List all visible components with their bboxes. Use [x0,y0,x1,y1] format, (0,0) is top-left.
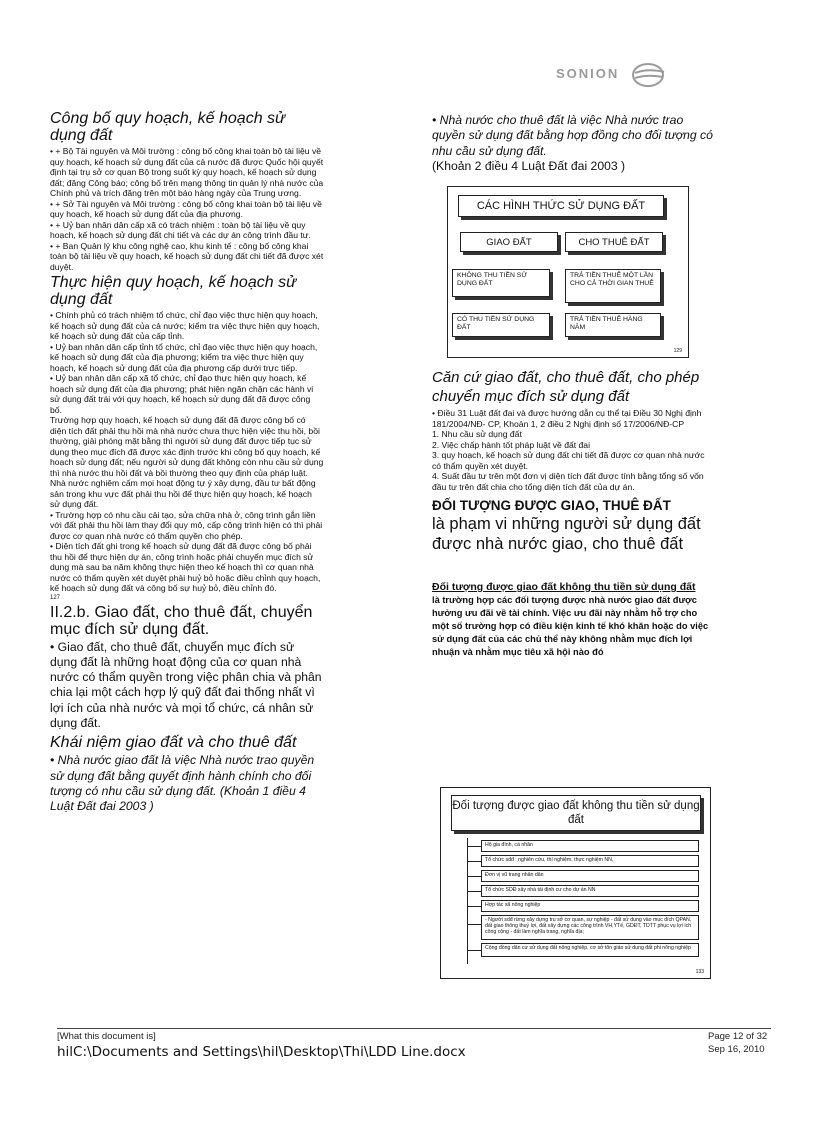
sonion-logo [556,60,666,90]
slide1-giao-dat: GIAO ĐẤT [460,232,558,252]
slide2-title: Đối tượng được giao đất không thu tiền sử dụng đất [451,795,701,831]
slide-doi-tuong [440,787,711,979]
slide1-co-thu-tien: CÓ THU TIỀN SỬ DỤNG ĐẤT [452,313,550,337]
slide-cac-hinh-thuc [447,186,689,358]
heading-khong-thu-tien: Đối tượng được giao đất không thu tiền sử dụng đất [432,581,696,593]
para-cong-bo-4: • + Ban Quản lý khu công nghệ cao, khu kinh tế : công bố công khai toàn bộ tài liệu về quy hoạch, kế hoạch sử dụng đất chi tiết đã được xét duyệt. [50,240,324,272]
footer-date: Sep 16, 2010 [708,1044,765,1055]
footer-divider [57,1028,771,1029]
slide2-row-5: - Người sdđ rừng xây dựng trụ sở cơ quan, sự nghiệp - đất sử dụng vào mục đích QPAN, đất giao thông thuỷ lợi, đất xây dựng các công trình VH,YTế, GDĐT, TDTT phục vụ lợi ích công cộng - đất làm nghĩa trang, nghĩa địa; [481,915,699,940]
slide1-title: CÁC HÌNH THỨC SỬ DỤNG ĐẤT [458,195,664,217]
para-thuc-hien-2: • Uỷ ban nhân dân cấp tỉnh tổ chức, chỉ đạo việc thực hiện quy hoạch, kế hoạch sử dụng đất của địa phương; kiểm tra việc thực hiện quy hoạch, kế hoạch sử dụng đất của địa phương cấp dưới trực tiếp. [50,341,318,373]
slide-page-number: 127 [50,594,61,601]
slide2-row-2: Đơn vị vũ trang nhân dân [481,870,699,882]
para-thuc-hien-4: Trường hợp quy hoạch, kế hoạch sử dụng đất đã được công bố có diện tích đất phải thu hồi mà nhà nước chưa thực hiện việc thu hồi, bồi thường, giải phóng mặt bằng thì người sử dụng đất được tiếp tục sử dụng theo mục đích đã được xác định trước khi công bố quy hoạch, kế hoạch sử dụng đất; nếu người sử dụng đất không còn nhu cầu sử dụng thì nhà nước thu hồi đất và bồi thường theo quy định của pháp luật. Nhà nước nghiêm cấm mọi hoạt động tự ý xây dựng, đầu tư bất động sản trong khu vực đất phải thu hồi để thực hiện quy hoạch, kế hoạch sử dụng đất. [50,415,324,509]
footer-doc-label: [What this document is] [57,1031,156,1042]
slide1-cho-thue-dat: CHO THUÊ ĐẤT [565,232,663,252]
right-column [432,113,716,174]
para-khai-niem: • Nhà nước giao đất là việc Nhà nước trao quyền sử dụng đất bằng quyết định hành chính cho đối tượng có nhu cầu sử dụng đất. (Khoản 1 điều 4 Luật Đất đai 2003 ) [50,753,315,814]
para-cho-thue-ref: (Khoản 2 điều 4 Luật Đất đai 2003 ) [432,158,626,173]
right-column-lower [432,366,716,659]
heading-khai-niem: Khái niệm giao đất và cho thuê đất [50,734,297,752]
para-thuc-hien-6: • Diện tích đất ghi trong kế hoạch sử dụng đất đã được công bố phải thu hồi để thực hiện dự án, công trình hoặc phải chuyển mục đích sử dụng mà sau ba năm không thực hiện theo kế hoạch thì cơ quan nhà nước có thẩm quyền xét duyệt phải huỷ bỏ hoặc điều chỉnh quy hoạch, kế hoạch sử dụng đất và công bố sự huỷ bỏ, điều chỉnh đó. [50,541,321,593]
slide2-connector [467,838,468,964]
slide1-tra-tien-hang-nam: TRẢ TIỀN THUÊ HÀNG NĂM [565,313,661,337]
can-cu-item-3: 3. quy hoạch, kế hoạch sử dụng đất chi tiết đã được cơ quan nhà nước có thẩm quyền xét duyệt. [432,450,705,471]
slide2-tick [467,906,481,907]
logo-text: SONION [556,66,620,81]
para-cong-bo-2: • + Sở Tài nguyên và Môi trường : công bố công khai toàn bộ tài liệu về quy hoạch, kế hoạch sử dụng đất của địa phương. [50,198,322,219]
slide2-tick [467,876,481,877]
para-giao-dat: • Giao đất, cho thuê đất, chuyển mục đích sử dụng đất là những hoạt động của cơ quan nhà nước có thẩm quyền trong việc phân chia và phân chia lại một cách hợp lý quỹ đất đai thống nhất vì lợi ích của nhà nước và mọi tổ chức, cá nhân sử dụng đất. [50,639,322,730]
can-cu-item-2: 2. Việc chấp hành tốt pháp luật về đất đai [432,439,590,450]
para-doi-tuong: là phạm vi những người sử dụng đất được nhà nước giao, cho thuê đất [432,515,701,553]
heading-cong-bo: Công bố quy hoạch, kế hoạch sử dụng đất [50,110,286,144]
slide2-row-1: Tổ chức sđđ : nghiên cứu, thí nghiệm, thực nghiệm NN, [481,855,699,867]
footer-page-number: Page 12 of 32 [708,1031,768,1042]
can-cu-item-1: 1. Nhu cầu sử dụng đất [432,429,522,439]
slide2-tick [467,891,481,892]
para-khong-thu-tien: là trường hợp các đối tượng được nhà nước giao đất được hưởng ưu đãi về tài chính. Việc ưu đãi này nhằm hỗ trợ cho một số trường hợp có điều kiện kinh tế khó khăn hoặc do việc sử dụng đất của các chủ thể này không nhằm mục đích lợi nhuận và nhằm mục tiêu xã hội nào đó [432,595,709,657]
para-cho-thue: • Nhà nước cho thuê đất là việc Nhà nước trao quyền sử dụng đất bằng hợp đồng cho đối tượng có nhu cầu sử dụng đất. [432,113,713,158]
can-cu-item-4: 4. Suất đầu tư trên một đơn vị diện tích đất được tính bằng tổng số vốn đầu tư trên đất chia cho tổng diện tích đất của dự án. [432,471,704,492]
para-cong-bo-1: • + Bộ Tài nguyên và Môi trường : công bố công khai toàn bộ tài liệu về quy hoạch, kế hoạch sử dụng đất của cả nước đã được Quốc hội quyết định tại trụ sở cơ quan Bộ trong suốt kỳ quy hoạch, kế hoạch sử dụng đất; đăng Công báo; công bố trên mạng thông tin quản lý nhà nước của Chính phủ và trích đăng trên một báo hàng ngày của Trung ương. [50,146,324,198]
slide2-row-3: Tổ chức SDĐ xây nhà tái định cư cho dự án NN [481,885,699,897]
slide2-tick [467,846,481,847]
slide2-tick [467,950,481,951]
slide2-row-0: Hộ gia đình, cá nhân [481,840,699,852]
slide2-tick [467,861,481,862]
heading-giao-dat: II.2.b. Giao đất, cho thuê đất, chuyển mục đích sử dụng đất. [50,603,313,638]
heading-doi-tuong: ĐỐI TƯỢNG ĐƯỢC GIAO, THUÊ ĐẤT [432,498,671,513]
para-thuc-hien-5: • Trường hợp có nhu cầu cải tạo, sửa chữa nhà ở, công trình gắn liền với đất phải thu hồi làm thay đổi quy mô, cấp công trình hiện có thì phải được cơ quan nhà nước có thẩm quyền cho phép. [50,509,323,541]
slide2-row-4: Hợp tác xã nông nghiệp [481,900,699,912]
logo-swoosh-icon [630,60,670,90]
footer-file-path: hilC:\Documents and Settings\hil\Desktop\Thi\LDD Line.docx [57,1044,466,1060]
can-cu-item-0: • Điều 31 Luật đất đai và được hướng dẫn cụ thể tại Điều 30 Nghị định 181/2004/NĐ- CP, Khoản 1, 2 điều 2 Nghị định số 17/2006/NĐ-CP [432,408,702,429]
heading-can-cu: Căn cứ giao đất, cho thuê đất, cho phép chuyển mục đích sử dụng đất [432,369,700,405]
heading-thuc-hien: Thực hiện quy hoạch, kế hoạch sử dụng đất [50,274,297,308]
para-cong-bo-3: • + Uỷ ban nhân dân cấp xã có trách nhiệm : toàn bộ tài liệu về quy hoạch, kế hoạch sử dụng đất chi tiết và các dự án công trình đầu tư. [50,219,311,240]
left-column [50,108,324,814]
slide1-khong-thu-tien: KHÔNG THU TIỀN SỬ DỤNG ĐẤT [452,269,550,297]
slide2-number: 133 [695,969,704,975]
slide2-row-6: Cộng đồng dân cư sử dụng đất nông nghiệp, cơ sở tôn giáo sử dụng đất phi nông nghiệp [481,943,699,957]
slide2-tick [467,924,481,925]
slide1-tra-tien-mot-lan: TRẢ TIỀN THUÊ MỘT LẦN CHO CẢ THỜI GIAN THUÊ [565,269,661,303]
para-thuc-hien-3: • Uỷ ban nhân dân cấp xã tổ chức, chỉ đạo thực hiện quy hoạch, kế hoạch sử dụng đất của địa phương; phát hiện ngăn chặn các hành vi sử dụng đất trái với quy hoạch, kế hoạch sử dụng đất đã được công bố. [50,373,314,415]
para-thuc-hien-1: • Chính phủ có trách nhiệm tổ chức, chỉ đạo việc thực hiện quy hoạch, kế hoạch sử dụng đất của cả nước; kiểm tra việc thực hiện quy hoạch, kế hoạch sử dụng đất của cấp tỉnh. [50,310,320,341]
slide1-number: 129 [673,348,682,354]
